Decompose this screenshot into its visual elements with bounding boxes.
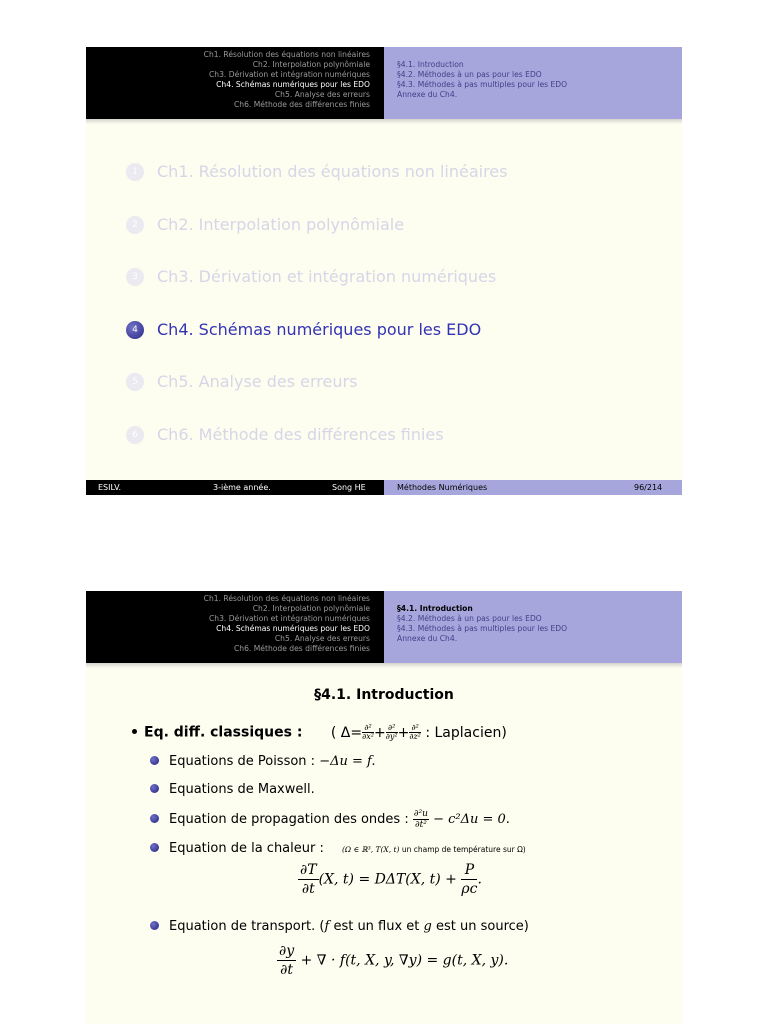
nav-chapter-1[interactable]: Ch1. Résolution des équations non linéaires (203, 50, 370, 59)
frame-title: §4.1. Introduction (314, 687, 454, 703)
slide-introduction (86, 591, 682, 1024)
item-heat (150, 841, 526, 856)
bullet-ball-icon (150, 814, 159, 823)
item-transport: Equation de transport. (f est un flux et g est un source) (150, 919, 529, 934)
bullet-ball-icon (150, 843, 159, 852)
header-divider (86, 663, 682, 668)
header-divider (86, 119, 682, 124)
bullet-ball-icon (150, 784, 159, 793)
toc-number-badge: 6 (126, 426, 144, 444)
wave-label: Equation de propagation des ondes : (169, 812, 409, 827)
heat-label: Equation de la chaleur : (169, 841, 324, 856)
nav-section-2[interactable]: §4.2. Méthodes à un pas pour les EDO (397, 70, 542, 79)
heat-note: (Ω ∈ ℝ³, T(X, t) un champ de température sur Ω) (342, 845, 526, 854)
nav-chapter-6[interactable]: Ch6. Méthode des différences finies (233, 644, 370, 653)
poisson-label: Equations de Poisson : (169, 754, 316, 769)
chapter-nav (86, 47, 384, 119)
nav-chapter-6[interactable]: Ch6. Méthode des différences finies (233, 100, 370, 109)
toc-number-badge: 3 (126, 268, 144, 286)
section-nav (384, 47, 682, 119)
nav-section-2[interactable]: §4.2. Méthodes à un pas pour les EDO (397, 614, 542, 623)
slide-toc (86, 47, 682, 495)
footer-page-number: 96/214 (634, 483, 663, 492)
nav-section-3[interactable]: §4.3. Méthodes à pas multiples pour les EDO (397, 624, 568, 633)
maxwell-label: Equations de Maxwell. (169, 782, 315, 797)
toc-number-badge: 1 (126, 163, 144, 181)
nav-section-4[interactable]: Annexe du Ch4. (397, 634, 458, 643)
section-nav (384, 591, 682, 663)
toc-number-badge: 5 (126, 373, 144, 391)
toc-number-badge: 4 (126, 321, 144, 339)
laplacian-formula: ( Δ= $\frac{\text{∂²}}{\text{∂x²}}$ + $\frac{\text{∂²}}{\text{∂y²}}$ + $\frac{\text{∂²}}{\text{∂z²}}$ : Laplacien) (330, 723, 507, 741)
nav-section-1[interactable]: §4.1. Introduction (397, 604, 473, 613)
toc-label: Ch1. Résolution des équations non linéaires (157, 162, 508, 181)
item-wave: Equation de propagation des ondes : $\frac{\text{∂²u}}{\text{∂t²}}$ − c²Δu = 0. (150, 809, 510, 830)
slide-header (86, 47, 682, 119)
footer-course: Méthodes Numériques (397, 483, 488, 492)
nav-chapter-4[interactable]: Ch4. Schémas numériques pour les EDO (216, 624, 370, 633)
toc-label: Ch6. Méthode des différences finies (157, 425, 444, 444)
nav-chapter-2[interactable]: Ch2. Interpolation polynômiale (252, 60, 370, 69)
main-bullet (132, 724, 507, 741)
toc-label: Ch5. Analyse des erreurs (157, 372, 358, 391)
laplacian-label: : Laplacien) (425, 724, 507, 741)
slide-footer (86, 480, 682, 495)
nav-section-4[interactable]: Annexe du Ch4. (397, 90, 458, 99)
nav-chapter-3[interactable]: Ch3. Dérivation et intégration numériques (208, 614, 370, 623)
nav-section-3[interactable]: §4.3. Méthodes à pas multiples pour les EDO (397, 80, 568, 89)
slide-header (86, 591, 682, 663)
bullet-label: Eq. diff. classiques : (144, 724, 303, 741)
nav-chapter-3[interactable]: Ch3. Dérivation et intégration numériques (208, 70, 370, 79)
toc-label: Ch3. Dérivation et intégration numériques (157, 267, 497, 286)
bullet-dot (132, 729, 137, 734)
bullet-ball-icon (150, 756, 159, 765)
nav-chapter-5[interactable]: Ch5. Analyse des erreurs (274, 634, 370, 643)
toc-number-badge: 2 (126, 216, 144, 234)
nav-chapter-5[interactable]: Ch5. Analyse des erreurs (274, 90, 370, 99)
footer-author: Song HE (332, 483, 366, 492)
transport-equation: $\frac{\partial y}{\partial t}$ + ∇ · f(t, X, y, ∇y) = g(t, X, y). (279, 943, 509, 978)
nav-chapter-1[interactable]: Ch1. Résolution des équations non linéaires (203, 594, 370, 603)
toc-label: Ch2. Interpolation polynômiale (157, 215, 405, 234)
bullet-ball-icon (150, 921, 159, 930)
chapter-nav (86, 591, 384, 663)
toc-label: Ch4. Schémas numériques pour les EDO (157, 320, 482, 339)
nav-section-1[interactable]: §4.1. Introduction (397, 60, 464, 69)
footer-school: ESILV. (98, 483, 122, 492)
nav-chapter-4[interactable]: Ch4. Schémas numériques pour les EDO (216, 80, 370, 89)
item-poisson: Equations de Poisson : −Δu = f. (150, 754, 376, 769)
item-maxwell (150, 782, 315, 797)
footer-year: 3-ième année. (213, 483, 271, 492)
nav-chapter-2[interactable]: Ch2. Interpolation polynômiale (252, 604, 370, 613)
heat-equation: $\frac{\partial T}{\partial t}$ (X, t) = DΔT(X, t) + $\frac{P}{\rho c}$ . (300, 862, 482, 897)
